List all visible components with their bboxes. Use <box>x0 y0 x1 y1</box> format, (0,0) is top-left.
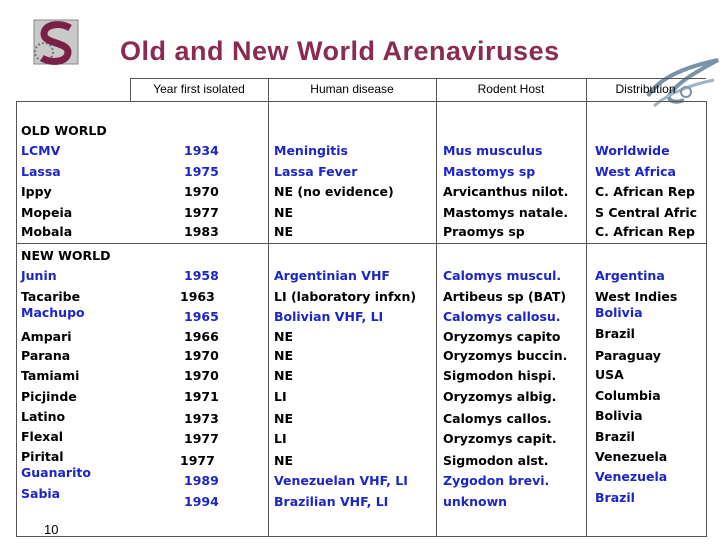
column-header-year: Year first isolated <box>153 82 245 96</box>
header-top-border <box>130 78 706 79</box>
host-value: Calomys callos. <box>443 411 552 426</box>
column-divider <box>436 78 437 536</box>
virus-name: Tacaribe <box>21 289 81 304</box>
disease-value: NE <box>274 329 294 344</box>
disease-value: NE <box>274 348 294 363</box>
year-value: 1994 <box>184 494 219 509</box>
virus-name: Tamiami <box>21 368 80 383</box>
distribution-value: Brazil <box>595 429 635 444</box>
year-value: 1989 <box>184 473 219 488</box>
host-value: Oryzomys buccin. <box>443 348 568 363</box>
section-divider <box>16 243 706 244</box>
disease-value: Brazilian VHF, LI <box>274 494 389 509</box>
distribution-value: C. African Rep <box>595 224 695 239</box>
disease-value: Argentinian VHF <box>274 268 390 283</box>
column-header-distribution: Distribution <box>615 82 676 96</box>
disease-value: Meningitis <box>274 143 348 158</box>
distribution-value: Argentina <box>595 268 665 283</box>
year-value: 1973 <box>184 411 219 426</box>
virus-name: Mobala <box>21 224 73 239</box>
host-value: Mastomys natale. <box>443 205 569 220</box>
year-value: 1971 <box>184 389 219 404</box>
year-value: 1977 <box>184 431 219 446</box>
distribution-value: Venezuela <box>595 469 668 484</box>
host-value: Calomys muscul. <box>443 268 562 283</box>
virus-name: Ampari <box>21 329 72 344</box>
host-value: Sigmodon alst. <box>443 453 549 468</box>
host-value: Oryzomys albig. <box>443 389 557 404</box>
distribution-value: S Central Afric <box>595 205 698 220</box>
disease-value: NE <box>274 205 294 220</box>
disease-value: NE (no evidence) <box>274 184 394 199</box>
year-value: 1983 <box>184 224 219 239</box>
virus-name: LCMV <box>21 143 61 158</box>
section-heading-new-world: NEW WORLD <box>21 248 111 263</box>
virus-name: Sabia <box>21 486 61 501</box>
year-value: 1958 <box>184 268 219 283</box>
year-value: 1970 <box>184 184 219 199</box>
host-value: Arvicanthus nilot. <box>443 184 569 199</box>
year-value: 1977 <box>180 453 215 468</box>
disease-value: NE <box>274 224 294 239</box>
institution-logo <box>30 16 82 68</box>
distribution-value: C. African Rep <box>595 184 695 199</box>
virus-name: Flexal <box>21 429 64 444</box>
year-value: 1975 <box>184 164 219 179</box>
virus-name: Pirital <box>21 449 64 464</box>
distribution-value: USA <box>595 367 624 382</box>
year-value: 1966 <box>184 329 219 344</box>
disease-value: NE <box>274 368 294 383</box>
distribution-value: West Indies <box>595 289 678 304</box>
host-value: Zygodon brevi. <box>443 473 550 488</box>
distribution-value: Bolivia <box>595 408 643 423</box>
disease-value: Bolivian VHF, LI <box>274 309 384 324</box>
disease-value: Lassa Fever <box>274 164 358 179</box>
disease-value: Venezuelan VHF, LI <box>274 473 408 488</box>
virus-name: Guanarito <box>21 465 91 480</box>
disease-value: LI <box>274 431 287 446</box>
virus-name: Junin <box>21 268 57 283</box>
virus-name: Picjinde <box>21 389 77 404</box>
virus-name: Ippy <box>21 184 52 199</box>
distribution-value: Brazil <box>595 490 635 505</box>
virus-name: Latino <box>21 409 66 424</box>
header-divider <box>130 78 131 101</box>
host-value: Mus musculus <box>443 143 543 158</box>
virus-name: Parana <box>21 348 71 363</box>
year-value: 1970 <box>184 348 219 363</box>
distribution-value: Venezuela <box>595 449 668 464</box>
distribution-value: Columbia <box>595 388 661 403</box>
host-value: Oryzomys capit. <box>443 431 557 446</box>
year-value: 1934 <box>184 143 219 158</box>
host-value: unknown <box>443 494 508 509</box>
year-value: 1977 <box>184 205 219 220</box>
column-divider <box>586 78 587 536</box>
page-title: Old and New World Arenaviruses <box>120 36 560 66</box>
disease-value: NE <box>274 453 294 468</box>
host-value: Oryzomys capito <box>443 329 561 344</box>
host-value: Praomys sp <box>443 224 525 239</box>
virus-name: Machupo <box>21 305 85 320</box>
distribution-value: Worldwide <box>595 143 670 158</box>
virus-name: Mopeia <box>21 205 73 220</box>
virus-name: Lassa <box>21 164 61 179</box>
year-value: 1965 <box>184 309 219 324</box>
host-value: Sigmodon hispi. <box>443 368 557 383</box>
year-value: 1970 <box>184 368 219 383</box>
host-value: Artibeus sp (BAT) <box>443 289 567 304</box>
distribution-value: Bolivia <box>595 305 643 320</box>
year-value: 1963 <box>180 289 215 304</box>
distribution-value: Paraguay <box>595 348 661 363</box>
disease-value: LI <box>274 389 287 404</box>
disease-value: LI (laboratory infxn) <box>274 289 417 304</box>
distribution-value: West Africa <box>595 164 676 179</box>
disease-value: NE <box>274 411 294 426</box>
host-value: Mastomys sp <box>443 164 536 179</box>
column-header-host: Rodent Host <box>477 82 545 96</box>
page-number: 10 <box>44 522 59 537</box>
distribution-value: Brazil <box>595 326 635 341</box>
column-header-disease: Human disease <box>310 82 394 96</box>
column-divider <box>268 78 269 536</box>
host-value: Calomys callosu. <box>443 309 561 324</box>
section-heading-old-world: OLD WORLD <box>21 123 107 138</box>
